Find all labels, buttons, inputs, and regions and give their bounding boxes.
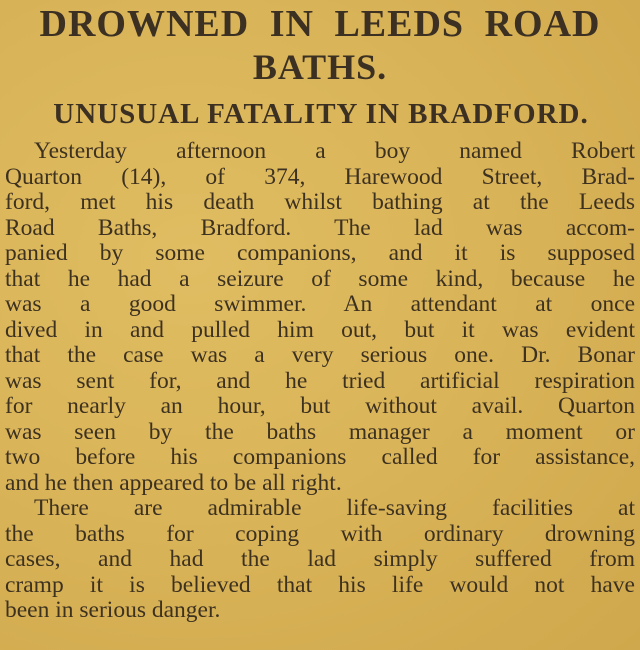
article-line: There are admirable life-saving facilities at <box>34 495 635 521</box>
article-line: for nearly an hour, but without avail. Quarton <box>5 393 635 419</box>
subheadline: UNUSUAL FATALITY IN BRADFORD. <box>53 98 589 130</box>
article-line: and he then appeared to be all right. <box>5 469 342 496</box>
article-line: Road Baths, Bradford. The lad was accom- <box>5 214 635 241</box>
article-line: Yesterday afternoon a boy named Robert <box>34 138 635 164</box>
article-line: ford, met his death whilst bathing at the Leeds <box>5 189 635 215</box>
article-line: been in serious danger. <box>5 597 221 623</box>
article-line: that the case was a very serious one. Dr. Bonar <box>5 342 635 368</box>
article-line: was a good swimmer. An attendant at once <box>5 291 635 317</box>
headline-line-1: DROWNED IN LEEDS ROAD <box>39 3 601 45</box>
article-line: was seen by the baths manager a moment or <box>5 418 635 445</box>
article-line: cases, and had the lad simply suffered from <box>5 546 635 572</box>
headline-line-2: BATHS. <box>252 47 388 87</box>
article-line: cramp it is believed that his life would not have <box>5 571 635 598</box>
article-line: two before his companions called for assistance, <box>5 444 635 470</box>
article-line: the baths for coping with ordinary drowning <box>5 520 635 547</box>
article-line: panied by some companions, and it is supposed <box>5 240 635 266</box>
article-line: was sent for, and he tried artificial respiration <box>5 367 635 394</box>
article-line: dived in and pulled him out, but it was evident <box>5 316 635 343</box>
article-line: that he had a seizure of some kind, because he <box>5 265 635 292</box>
article-line: Quarton (14), of 374, Harewood Street, Brad- <box>5 163 635 190</box>
